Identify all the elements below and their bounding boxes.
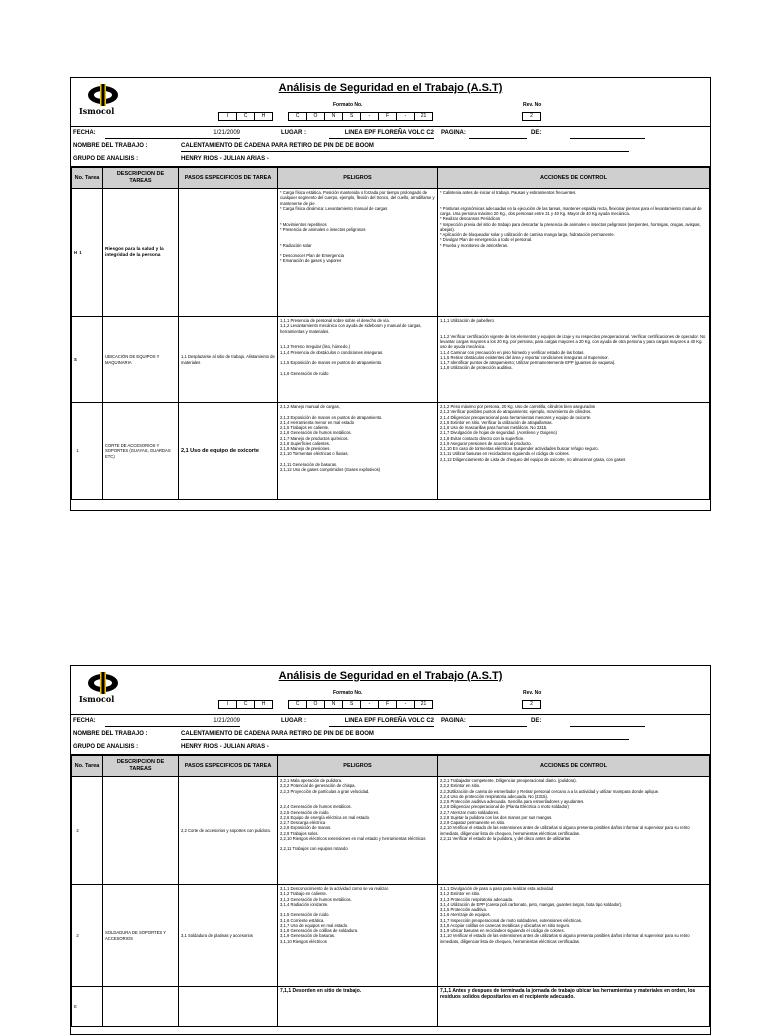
logo-text: Ismocol <box>79 694 115 704</box>
lugar-label: LUGAR : <box>281 718 306 724</box>
ast-table-1 <box>71 167 710 500</box>
task-number: 2 <box>72 885 103 987</box>
col-acciones: ACCIONES DE CONTROL <box>438 168 710 189</box>
logo-text: Ismocol <box>79 106 115 116</box>
pagina-value <box>469 130 527 139</box>
task-controls: 3,1,1 Divulgación de paso a paso para realizar esta actividad 3,1,2 Extintor en sitio. 3,1,3 Protección respiratoria adecuada. 3,1,4 Utilización de EPP (careta poli carbonato, peto, mangas, guantes largos, bota tipo soldador). 3,1,5 Protección auditiva. 3,1,6 Aterrizaje de equipos. 3,1,7 Inspección preoperacional de moto soldadores, extensiones eléctricas. 3,1,8 Acopiar colillas en canecas metálicas y ubicarlas en sitio seguro. 3,1,9 Ubicar basuras en recicladeor siguiendo el código de colores. 3,1,10 Verificar el estado de las extensiones antes de utilizarlas si alguna presenta posibles daños informar al supervisor para su retiro inmediato, diligenciar lista de chequeo, herramientas eléctricas certificadas. <box>438 885 710 987</box>
meta-row-3 <box>71 741 710 755</box>
table-row <box>72 317 710 403</box>
code-box-a: I C H <box>219 700 273 709</box>
task-hazards: * Carga física estática. Posición mantenida o forzada por tiempo prolongado de cualquier segmento del cuerpo, ejemplo, flexión del tronco, del cuello, arrodillarse y mantenerse de pie * Carga física dinámica: Levantamiento manual de cargas * Movimientos repetitivos * Presencia de animales e insectos peligrosos * Radiación solar * Desconocer Plan de Emergencia * Emanación de gases y vapores <box>278 189 438 317</box>
rev-label: Rev. No <box>523 690 542 696</box>
task-steps: 2,2 Corte de accesorios y soportes con pulidora. <box>179 777 278 885</box>
task-description: CORTE DE ACCESORIOS Y SOPORTES (GUAYAS, GUARDAS ETC) <box>103 403 179 500</box>
task-number: H 1 <box>72 189 103 317</box>
task-hazards: 3,1,1 Desconocimiento de la actividad como se va realizar. 3,1,2 Trabajo en caliente. 3,1,3 Generación de humos metálicos. 3,1,4 Radiación ionizante. 3,1,5 Generación de ruido. 3,1,6 Corriente estática. 3,1,7 Uso de equipos en mal estado. 3,1,8 Generación de colillas de soldadura. 3,1,9 Generación de basuras. 3,1,10 Riesgos eléctricos <box>278 885 438 987</box>
col-peligros: PELIGROS <box>278 168 438 189</box>
task-description: SOLDADURA DE SOPORTES Y ACCESORIOS <box>103 885 179 987</box>
sheet-header <box>71 666 710 715</box>
code-box-a: I C H <box>219 112 273 121</box>
formato-label: Formato No. <box>333 102 363 108</box>
meta-row-2 <box>71 140 710 153</box>
task-description <box>103 987 179 1027</box>
task-steps <box>179 189 278 317</box>
rev-label: Rev. No <box>523 102 542 108</box>
grupo-label: GRUPO DE ANALISIS : <box>73 156 139 162</box>
de-label: DE: <box>531 130 542 136</box>
task-description: UBICACIÓN DE EQUIPOS Y MAQUINARIA <box>103 317 179 403</box>
task-hazards: 2,2,1 Mala operación de pulidora. 2,2,2 Potencial de generación de chispa. 2,2,3 Proyección de partículas a gran velocidad. 2,2,4 Generación de humos metálicos. 2,2,5 Generación de ruido. 2,2,6 Equipo de energía eléctrica en mal estado. 2,2,7 Descarga eléctrica 2,2,8 Exposición de manos. 2,2,9 Trabajos solos. 2,2,10 Riesgos eléctricos extensiones en mal estado y herramientas eléctricas 2,2,11 Trabajos con equipos rotando <box>278 777 438 885</box>
task-description: Riesgos para la salud y la integridad de la persona <box>103 189 179 317</box>
table-row <box>72 777 710 885</box>
col-pasos: PASOS ESPECIFICOS DE TAREA <box>179 756 278 777</box>
task-steps: 3,1 Soldadura de platinas y accesorios <box>179 885 278 987</box>
page-title: Análisis de Seguridad en el Trabajo (A.S.T) <box>278 670 503 682</box>
trabajo-label: NOMBRE DEL TRABAJO : <box>73 143 148 149</box>
task-number: 1 <box>72 403 103 500</box>
de-value <box>570 130 645 139</box>
rev-box: 2 <box>523 112 541 121</box>
rev-box: 2 <box>523 700 541 709</box>
trabajo-label: NOMBRE DEL TRABAJO : <box>73 731 148 737</box>
col-descripcion: DESCRIPCION DE TAREAS <box>103 756 179 777</box>
pagina-label: PAGINA: <box>441 130 466 136</box>
code-box-b: C O N S - F - 21 <box>289 700 433 709</box>
lugar-label: LUGAR : <box>281 130 306 136</box>
col-pasos: PASOS ESPECIFICOS DE TAREA <box>179 168 278 189</box>
task-hazards: 1,1,1 Presencia de personal sobre sobre el derecho de vía. 1,1,2 Levantamiento mecánico con ayuda de sideboom y manual de cargas, herramientas y materiales. 1,1,3 Terreno irregular (liso, húmedo.) 1,1,4 Presencia de obstáculos o condiciones inseguras. 1,1,5 Exposición de manos en puntos de atrapamiento. 1,1,6 Generación de ruido <box>278 317 438 403</box>
sheet-header <box>71 78 710 127</box>
meta-row-3 <box>71 153 710 167</box>
code-box-b: C O N S - F - 21 <box>289 112 433 121</box>
col-no-tarea: No. Tarea <box>72 756 103 777</box>
task-steps: 1,1 Desplazarse al sitio de trabajo. Alistamiento de materiales <box>179 317 278 403</box>
fecha-label: FECHA: <box>73 718 96 724</box>
task-description <box>103 777 179 885</box>
de-label: DE: <box>531 718 542 724</box>
table-row <box>72 189 710 317</box>
task-steps <box>179 987 278 1027</box>
task-controls: 2,2,1 Trabajador competente, Diligenciar preoperacional diario. (pulidora). 2,2,2 Extintor en sitio. 2,2,3Utilización de careta de esmerilador y Retirar personal cercano a a la actividad y utilizar mampara donde aplique. 2,2,4 Uso de protección respiratoria adecuada. No (2315). 2,2,5 Protección auditiva adecuada. Sencilla para esmeriladores y ayudantes. 2,2,6 Diligenciar preoperacional de (Planta Eléctrica o moto soldador) 2,2,7 Aterrizar moto soldadores. 2,2,8 Sujetar la pulidora con las dos manos por sus mangos. 2,2,9 Capataz permanente en sitio. 2,2,10 Verificar el estado de las extensiones antes de utilizarlas si alguna presenta posibles daños informar al supervisor para su retiro inmediato, diligenciar lista de chequeo, herramientas eléctricas certificadas. 2,2,11 Verificar el estado de la pulidora, y del disco antes de utilizarlas <box>438 777 710 885</box>
fecha-value: 1/21/2009 <box>105 130 240 139</box>
table-header-row <box>72 756 710 777</box>
table-row <box>72 403 710 500</box>
task-number: 2 <box>72 777 103 885</box>
meta-row-1 <box>71 715 710 728</box>
trabajo-value: CALENTAMIENTO DE CADENA PARA RETIRO DE PIN DE DE BOOM <box>181 143 629 152</box>
task-hazards: 2,1,2 Manejo manual de cargas, 2,1,3 Exposición de manos en puntos de atrapamiento. 2,1,4 Herramienta menor en mal estado 2,1,5 Trabajos en caliente. 2,1,6 Generación de humos metálicos. 2,1,7 Manejo de productos químicos. 2,1,8 Superficies calientes. 2,1,9 Manejo de presiones. 2,1,10 Tormentas eléctricas o lluvias. 2,1,11 Generación de basuras. 2,1,12 Uso de gases comprimidos (Gases explosivos) <box>278 403 438 500</box>
fecha-value: 1/21/2009 <box>105 718 240 727</box>
ast-table-2 <box>71 755 710 1027</box>
col-no-tarea: No. Tarea <box>72 168 103 189</box>
ast-sheet-2 <box>70 665 711 1035</box>
task-controls: 7,1,1 Antes y despues de terminada la jornada de trabajo ubicar las herramientas y materiales en orden, los residuos solidos depositarlos en el recipiente adecuado. <box>438 987 710 1027</box>
pagina-label: PAGINA: <box>441 718 466 724</box>
task-controls: 2,1,2 Peso máximo por persona, 20 Kg. Uso de carretilla, cilindros bien asegurados 2,1,3 Verificar posibles puntos de atrapamiento; ejemplo, movimiento de cilindros. 2,1,4 Diligenciar preoperacional para herramientas menores y equipo de oxicorte. 2,1,5 Extintor en sitio. Verificar la utilización de atrapallamas. 2,1,6 Uso de mascarillas para humos metálicos. No 2315. 2,1,7 Divulgación de hojas de seguridad. (Acetileno y Oxigeno) 2,1,8 Evitar contacto directo con la superficie. 2,1,9 Asegurar presiones de acuerdo al producto. 2,1,10 En caso de tormentas eléctricas Suspender actividades buscar refugio seguro. 2,1,11 Utilizar basuras en recicladoreo siguiendo el código de colores. 2,1,12 Diligenciamiento de Lista de chequeo del equipo de oxicorte, no almacenar grasa, con gases <box>438 403 710 500</box>
col-peligros: PELIGROS <box>278 756 438 777</box>
col-acciones: ACCIONES DE CONTROL <box>438 756 710 777</box>
trabajo-value: CALENTAMIENTO DE CADENA PARA RETIRO DE PIN DE DE BOOM <box>181 731 629 740</box>
pagina-value <box>469 718 527 727</box>
table-header-row <box>72 168 710 189</box>
ast-sheet-1 <box>70 77 711 511</box>
table-row <box>72 885 710 987</box>
task-controls: 1,1,1 Utilización de pabellero 1,1,2 Verificar certificación vigente de los elementos y equipos de izaje y su respectivo preoperacional. Verificar certificaciones de operador. No levantar cargas mayores a los 20 Kg. por persona, para cargas mayores a 20 Kg. con ayuda de otra persona y para cargas mayores a 40 Kg. uso de ayuda mecánica. 1,1,4 Caminar con precaución en piso húmedo y verificar estado de las botas. 1,1,5 Retirar obstáculos existentes del área y reportar condiciones inseguras al Supervisor. 1,1,7 Identificar puntos de atrapamiento; Utilizar permanentemente EPP (guantes de vaqueta). 1,1,8 Utilización de protección auditiva. <box>438 317 710 403</box>
grupo-label: GRUPO DE ANALISIS : <box>73 744 139 750</box>
formato-label: Formato No. <box>333 690 363 696</box>
task-number: S <box>72 317 103 403</box>
meta-row-1 <box>71 127 710 140</box>
task-number: E <box>72 987 103 1027</box>
lugar-value: LINEA EPF FLOREÑA VOLC C2 <box>329 130 434 139</box>
task-hazards: 7,1,1 Desorden en sitio de trabajo. <box>278 987 438 1027</box>
task-controls: * Calistenia antes de iniciar el trabajo. Pausas y estiramientos frecuentes. * Posturas ergonómicas adecuadas en la ejecución de las tareas, mantener espalda recta, flexionar piernas para el levantamiento manual de carga. Una persona máximo 20 Kg., dos personas entre 21 y 40 Kg. Mayor de 40 Kg ayuda mecánica. * Realizar descansos Periódicos * Inspección previa del sitio de trabajo para descartar la presencia de animales e insectos peligrosos (serpientes, hormigas, orugas, avispas, abejas). * Aplicación de bloqueador solar y utilización de camisa manga larga, hidratación permanente. * Divulgar Plan de emergencia a todo el personal. * Prueba y monitoreo de atmosferas. <box>438 189 710 317</box>
de-value <box>570 718 645 727</box>
grupo-value: HENRY RIOS - JULIAN ARIAS - <box>181 744 269 750</box>
lugar-value: LINEA EPF FLOREÑA VOLC C2 <box>329 718 434 727</box>
col-descripcion: DESCRIPCION DE TAREAS <box>103 168 179 189</box>
table-row <box>72 987 710 1027</box>
fecha-label: FECHA: <box>73 130 96 136</box>
meta-row-2 <box>71 728 710 741</box>
page-title: Análisis de Seguridad en el Trabajo (A.S.T) <box>278 82 503 94</box>
task-steps: 2,1 Uso de equipo de oxicorte <box>179 403 278 500</box>
grupo-value: HENRY RIOS - JULIAN ARIAS - <box>181 156 269 162</box>
